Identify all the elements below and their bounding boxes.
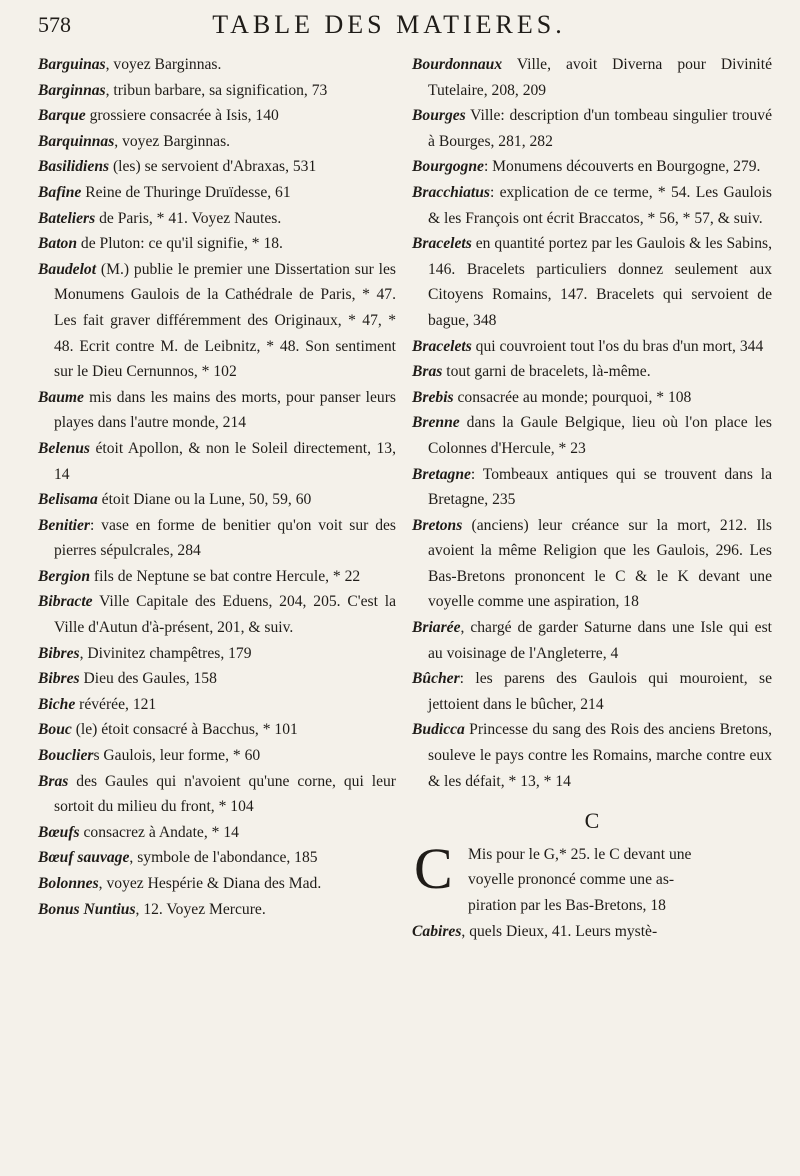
- entry-heading: Bourges: [412, 107, 466, 125]
- index-entry: [38, 436, 396, 487]
- entry-text: s Gaulois, leur forme, * 60: [93, 747, 261, 765]
- entry-text: Reine de Thuringe Druïdesse, 61: [81, 183, 291, 201]
- entry-text: , chargé de garder Saturne dans une Isle qui est au voisinage de l'Angleterre, 4: [428, 619, 772, 662]
- drop-cap-letter: C: [414, 835, 453, 901]
- entry-text: de Paris, * 41. Voyez Nautes.: [95, 209, 282, 227]
- index-entry: [412, 462, 772, 513]
- entry-heading: Brenne: [412, 414, 460, 432]
- entry-heading: Bouc: [38, 721, 72, 739]
- entry-heading: Cabires: [412, 922, 462, 940]
- index-entry: [38, 845, 396, 871]
- entry-text: Ville, avoit Diverna pour Divinité Tutelaire, 208, 209: [428, 56, 772, 99]
- entry-heading: Benitier: [38, 516, 90, 534]
- entry-text: grossiere consacrée à Isis, 140: [85, 107, 279, 125]
- entry-heading: Bracelets: [412, 337, 472, 355]
- entry-heading: Bras: [412, 363, 443, 381]
- index-entry: [412, 717, 772, 794]
- entry-text: (les) se servoient d'Abraxas, 531: [109, 158, 317, 176]
- entry-text: , voyez Barginnas.: [105, 56, 222, 73]
- right-entries: [412, 52, 772, 794]
- entry-text: , Divinitez champêtres, 179: [79, 644, 252, 662]
- index-entry: [38, 666, 396, 692]
- entry-heading: Baume: [38, 388, 84, 406]
- section-letter: C: [584, 808, 600, 834]
- index-entry: [412, 666, 772, 717]
- index-entry: [38, 257, 396, 385]
- dropcap-line: Mis pour le G,* 25. le C devant une: [468, 845, 692, 863]
- entry-text: , 12. Voyez Mercure.: [135, 900, 266, 918]
- index-entry: [38, 154, 396, 180]
- index-entry: [412, 410, 772, 461]
- entry-text: consacrez à Andate, * 14: [79, 823, 239, 841]
- entry-heading: Basilidiens: [38, 158, 110, 176]
- entry-text: : Tombeaux antiques qui se trouvent dans la Bretagne, 235: [428, 465, 772, 509]
- index-entry: [412, 334, 772, 360]
- entry-heading: Budicca: [412, 721, 465, 739]
- entry-heading: Bateliers: [38, 209, 96, 227]
- entry-heading: Bafine: [38, 183, 82, 201]
- entry-heading: Baton: [38, 235, 77, 253]
- entry-heading: Baudelot: [38, 260, 97, 278]
- entry-text: Dieu des Gaules, 158: [79, 670, 217, 688]
- dropcap-entry: [412, 835, 772, 919]
- entry-text: dans la Gaule Belgique, lieu où l'on place les Colonnes d'Hercule, * 23: [428, 414, 772, 457]
- entry-heading: Belisama: [38, 491, 98, 509]
- entry-heading: Briarée: [412, 619, 461, 637]
- entry-text: qui couvroient tout l'os du bras d'un mort, 344: [471, 337, 764, 355]
- entry-text: tout garni de bracelets, là-même.: [442, 363, 651, 381]
- entry-heading: Bonus Nuntius: [38, 900, 136, 918]
- entry-heading: Bolonnes: [38, 875, 99, 892]
- entry-heading: Bœuf sauvage: [38, 849, 130, 867]
- index-entry: [38, 589, 396, 640]
- entry-heading: Bibres: [38, 644, 80, 662]
- entry-text: étoit Apollon, & non le Soleil directement, 13, 14: [54, 439, 396, 483]
- index-entry: [38, 692, 396, 718]
- entry-heading: Barginnas: [38, 81, 106, 99]
- index-entry: [38, 487, 396, 513]
- entry-text: des Gaules qui n'avoient qu'une corne, qui leur sortoit du milieu du front, * 104: [54, 772, 396, 816]
- page-number: 578: [38, 12, 71, 37]
- index-entry: [412, 52, 772, 103]
- entry-text: (le) étoit consacré à Bacchus, * 101: [71, 721, 298, 739]
- entry-text: de Pluton: ce qu'il signifie, * 18.: [77, 235, 283, 253]
- index-entry: [412, 231, 772, 333]
- index-entry: [38, 78, 396, 104]
- entry-text: : les parens des Gaulois qui mouroient, se jettoient dans le bûcher, 214: [428, 670, 772, 713]
- entry-text: , symbole de l'abondance, 185: [129, 849, 318, 867]
- index-entry: [412, 154, 772, 180]
- entry-text: , voyez Hespérie & Diana des Mad.: [98, 875, 322, 892]
- index-entry: [38, 641, 396, 667]
- entry-text: fils de Neptune se bat contre Hercule, * 22: [90, 567, 361, 585]
- index-entry: [38, 180, 396, 206]
- entry-heading: Bergion: [38, 567, 90, 585]
- entry-heading: Barque: [38, 107, 86, 125]
- dropcap-line: voyelle prononcé comme une as-: [468, 871, 675, 889]
- entry-text: , voyez Barginnas.: [114, 132, 231, 150]
- entry-text: étoit Diane ou la Lune, 50, 59, 60: [97, 491, 312, 509]
- index-entry: [412, 103, 772, 154]
- entry-heading: Bûcher: [412, 670, 460, 688]
- entry-heading: Biche: [38, 695, 76, 713]
- entry-heading: Belenus: [38, 439, 90, 457]
- index-entry: [412, 513, 772, 615]
- entry-heading: Bracchiatus: [412, 183, 490, 201]
- index-entry: [38, 769, 396, 820]
- entry-heading: Barquinnas: [38, 132, 115, 150]
- index-entry: [412, 615, 772, 666]
- running-title: TABLE DES MATIERES.: [212, 10, 566, 39]
- entry-text: Ville Capitale des Eduens, 204, 205. C'est la Ville d'Autun d'à-présent, 201, & suiv.: [54, 593, 396, 637]
- index-entry: [38, 717, 396, 743]
- index-entry: [38, 897, 396, 923]
- entry-heading: Bibres: [38, 670, 80, 688]
- entry-heading: Bretons: [412, 516, 463, 534]
- index-entry: [38, 129, 396, 155]
- index-entry: [38, 820, 396, 846]
- entry-heading: Bras: [38, 772, 69, 790]
- entry-text: , tribun barbare, sa signification, 73: [105, 81, 328, 99]
- entry-heading: Bracelets: [412, 235, 472, 253]
- entry-text: en quantité portez par les Gaulois & les Sabins, 146. Bracelets particuliers donnez seulement aux Citoyens Romains, 147. Bracelets qui servoient de bague, 348: [428, 235, 772, 329]
- entry-heading: Bibracte: [38, 593, 93, 611]
- page-header: [38, 8, 768, 42]
- entry-text: : vase en forme de benitier qu'on voit sur des pierres sépulcrales, 284: [54, 516, 396, 560]
- entry-heading: Brebis: [412, 388, 454, 406]
- entry-text: , quels Dieux, 41. Leurs mystè-: [461, 922, 658, 940]
- index-entry: [412, 359, 772, 385]
- entry-heading: Bourgogne: [412, 158, 484, 176]
- index-entry: [38, 743, 396, 769]
- index-entry: [38, 871, 396, 897]
- index-entry: [38, 52, 396, 78]
- entry-text: : Monumens découverts en Bourgogne, 279.: [483, 158, 761, 176]
- index-entry: [38, 206, 396, 232]
- entry-text: : explication de ce terme, * 54. Les Gaulois & les François ont écrit Braccatos, * 56, * 57, & suiv.: [428, 183, 772, 227]
- index-entry: [412, 919, 772, 945]
- entry-text: (M.) publie le premier une Dissertation sur les Monumens Gaulois de la Cathédrale de Paris, * 47. Les fait graver différemment des Originaux, * 47, * 48. Ecrit contre M. de Leibnitz, * 48. Son sentiment sur le Dieu Cernunnos, * 102: [54, 260, 396, 381]
- index-entry: [412, 385, 772, 411]
- index-entry: [38, 103, 396, 129]
- entry-text: mis dans les mains des morts, pour panser leurs playes dans l'autre monde, 214: [54, 388, 396, 432]
- index-entry: [412, 180, 772, 231]
- index-entry: [38, 513, 396, 564]
- entry-text: révérée, 121: [75, 695, 157, 713]
- entry-heading: Barguinas: [38, 56, 106, 73]
- index-entry: [38, 231, 396, 257]
- entry-text: consacrée au monde; pourquoi, * 108: [453, 388, 692, 406]
- index-column-left: [38, 52, 396, 922]
- index-column-right: [412, 52, 772, 944]
- entry-text: (anciens) leur créance sur la mort, 212. Ils avoient la même Religion que les Gaulois, 296. Les Bas-Bretons prononcent le C & le K devant une voyelle comme une aspiration, 18: [428, 516, 772, 611]
- entry-heading: Bœufs: [38, 823, 80, 841]
- index-entry: [38, 564, 396, 590]
- entry-text: Ville: description d'un tombeau singulier trouvé à Bourges, 281, 282: [428, 107, 772, 150]
- entry-heading: Bretagne: [412, 465, 471, 483]
- index-entry: [38, 385, 396, 436]
- entry-heading: Bourdonnaux: [412, 56, 503, 73]
- entry-text: Princesse du sang des Rois des anciens Bretons, souleve le pays contre les Romains, marche contre eux & les défait, * 13, * 14: [428, 721, 772, 790]
- entry-heading: Bouclier: [38, 747, 94, 765]
- dropcap-line: piration par les Bas-Bretons, 18: [468, 897, 666, 914]
